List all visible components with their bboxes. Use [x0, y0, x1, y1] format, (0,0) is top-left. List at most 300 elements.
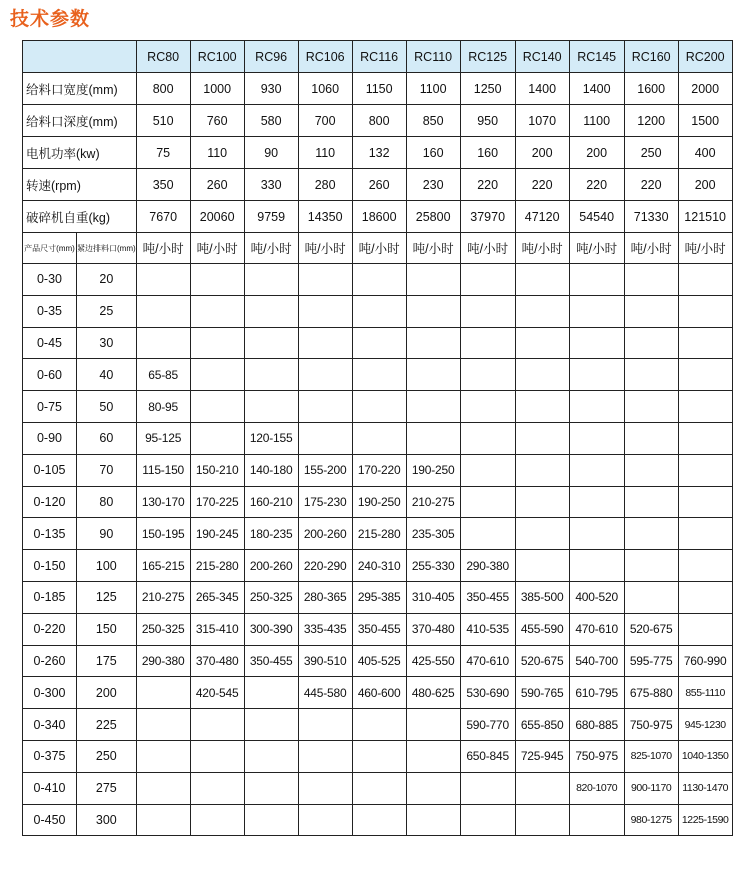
param-value: 7670	[136, 201, 190, 233]
model-header: RC96	[244, 41, 298, 73]
capacity-cell	[136, 709, 190, 741]
capacity-cell: 250-325	[244, 581, 298, 613]
capacity-unit: 吨/小时	[678, 233, 732, 264]
capacity-cell	[569, 422, 624, 454]
param-value: 121510	[678, 201, 732, 233]
capacity-cell: 280-365	[298, 581, 352, 613]
capacity-cell	[406, 264, 460, 296]
discharge-gap: 50	[77, 391, 137, 423]
capacity-cell	[352, 359, 406, 391]
capacity-cell	[515, 359, 569, 391]
capacity-cell: 680-885	[569, 709, 624, 741]
param-value: 1070	[515, 105, 569, 137]
product-size: 0-150	[23, 550, 77, 582]
param-value: 280	[298, 169, 352, 201]
capacity-cell: 480-625	[406, 677, 460, 709]
param-value: 200	[569, 137, 624, 169]
capacity-cell	[406, 295, 460, 327]
param-value: 580	[244, 105, 298, 137]
model-header: RC125	[460, 41, 515, 73]
table-row	[23, 677, 733, 709]
capacity-cell	[624, 359, 678, 391]
capacity-cell	[460, 295, 515, 327]
capacity-cell	[136, 804, 190, 836]
product-size: 0-220	[23, 613, 77, 645]
capacity-cell	[678, 327, 732, 359]
capacity-cell	[569, 804, 624, 836]
model-header: RC116	[352, 41, 406, 73]
param-value: 71330	[624, 201, 678, 233]
capacity-unit: 吨/小时	[352, 233, 406, 264]
capacity-cell	[244, 327, 298, 359]
param-value: 200	[678, 169, 732, 201]
discharge-gap: 100	[77, 550, 137, 582]
capacity-cell	[190, 422, 244, 454]
capacity-cell	[678, 454, 732, 486]
discharge-gap: 125	[77, 581, 137, 613]
param-value: 220	[624, 169, 678, 201]
capacity-cell: 120-155	[244, 422, 298, 454]
capacity-cell	[136, 327, 190, 359]
capacity-cell	[352, 740, 406, 772]
capacity-cell: 215-280	[352, 518, 406, 550]
param-value: 760	[190, 105, 244, 137]
table-row	[23, 613, 733, 645]
table-row	[23, 518, 733, 550]
capacity-cell	[190, 391, 244, 423]
table-row	[23, 804, 733, 836]
capacity-cell	[515, 264, 569, 296]
table-row	[23, 709, 733, 741]
capacity-cell	[136, 295, 190, 327]
model-header: RC200	[678, 41, 732, 73]
param-value: 1000	[190, 73, 244, 105]
capacity-cell	[624, 486, 678, 518]
capacity-cell: 140-180	[244, 454, 298, 486]
capacity-cell: 190-250	[406, 454, 460, 486]
capacity-cell: 315-410	[190, 613, 244, 645]
capacity-cell: 425-550	[406, 645, 460, 677]
product-size: 0-30	[23, 264, 77, 296]
capacity-cell	[569, 295, 624, 327]
capacity-cell	[515, 550, 569, 582]
capacity-cell: 95-125	[136, 422, 190, 454]
capacity-cell	[298, 804, 352, 836]
capacity-cell: 725-945	[515, 740, 569, 772]
capacity-cell: 1040-1350	[678, 740, 732, 772]
capacity-cell	[136, 740, 190, 772]
capacity-cell: 155-200	[298, 454, 352, 486]
capacity-cell: 420-545	[190, 677, 244, 709]
page-title: 技术参数	[10, 9, 91, 30]
product-size: 0-300	[23, 677, 77, 709]
capacity-cell	[136, 264, 190, 296]
capacity-cell: 190-250	[352, 486, 406, 518]
capacity-cell: 65-85	[136, 359, 190, 391]
discharge-gap: 25	[77, 295, 137, 327]
param-value: 14350	[298, 201, 352, 233]
capacity-cell: 370-480	[406, 613, 460, 645]
capacity-cell: 750-975	[624, 709, 678, 741]
param-value: 1400	[569, 73, 624, 105]
table-row	[23, 422, 733, 454]
capacity-cell: 175-230	[298, 486, 352, 518]
param-value: 1600	[624, 73, 678, 105]
capacity-cell	[406, 359, 460, 391]
capacity-cell	[460, 359, 515, 391]
capacity-cell: 170-225	[190, 486, 244, 518]
param-value: 110	[190, 137, 244, 169]
param-value: 510	[136, 105, 190, 137]
param-row	[23, 73, 733, 105]
capacity-cell	[624, 550, 678, 582]
capacity-cell	[244, 804, 298, 836]
capacity-cell: 200-260	[298, 518, 352, 550]
capacity-cell: 170-220	[352, 454, 406, 486]
capacity-cell	[678, 581, 732, 613]
param-row	[23, 201, 733, 233]
capacity-cell: 295-385	[352, 581, 406, 613]
capacity-cell	[406, 772, 460, 804]
table-row	[23, 359, 733, 391]
capacity-cell	[569, 550, 624, 582]
capacity-cell	[190, 772, 244, 804]
capacity-cell: 1130-1470	[678, 772, 732, 804]
capacity-cell: 220-290	[298, 550, 352, 582]
param-value: 400	[678, 137, 732, 169]
table-row	[23, 264, 733, 296]
capacity-cell	[406, 709, 460, 741]
discharge-gap: 40	[77, 359, 137, 391]
capacity-cell	[624, 391, 678, 423]
capacity-cell: 405-525	[352, 645, 406, 677]
capacity-cell	[460, 772, 515, 804]
param-value: 220	[569, 169, 624, 201]
capacity-cell	[515, 518, 569, 550]
param-value: 850	[406, 105, 460, 137]
capacity-cell: 530-690	[460, 677, 515, 709]
table-row	[23, 391, 733, 423]
capacity-cell: 180-235	[244, 518, 298, 550]
capacity-cell	[298, 264, 352, 296]
discharge-gap-header: 紧边排料口(mm)	[77, 233, 137, 264]
capacity-cell	[352, 804, 406, 836]
param-value: 250	[624, 137, 678, 169]
capacity-cell	[678, 295, 732, 327]
capacity-cell: 215-280	[190, 550, 244, 582]
product-size: 0-375	[23, 740, 77, 772]
param-value: 700	[298, 105, 352, 137]
discharge-gap: 200	[77, 677, 137, 709]
capacity-cell	[624, 422, 678, 454]
capacity-cell: 675-880	[624, 677, 678, 709]
discharge-gap: 80	[77, 486, 137, 518]
param-value: 160	[406, 137, 460, 169]
capacity-cell: 350-455	[352, 613, 406, 645]
capacity-cell	[298, 359, 352, 391]
param-value: 800	[352, 105, 406, 137]
capacity-cell	[298, 391, 352, 423]
param-value: 230	[406, 169, 460, 201]
param-value: 350	[136, 169, 190, 201]
discharge-gap: 175	[77, 645, 137, 677]
capacity-cell: 855-1110	[678, 677, 732, 709]
capacity-cell	[244, 295, 298, 327]
capacity-cell	[569, 391, 624, 423]
capacity-cell: 470-610	[569, 613, 624, 645]
capacity-cell	[352, 295, 406, 327]
capacity-cell	[569, 486, 624, 518]
param-value: 25800	[406, 201, 460, 233]
capacity-cell: 650-845	[460, 740, 515, 772]
capacity-cell: 200-260	[244, 550, 298, 582]
capacity-cell	[352, 709, 406, 741]
capacity-cell	[678, 391, 732, 423]
product-size: 0-105	[23, 454, 77, 486]
param-value: 220	[515, 169, 569, 201]
capacity-cell	[515, 391, 569, 423]
param-label: 给料口深度(mm)	[23, 105, 137, 137]
capacity-cell	[678, 264, 732, 296]
param-value: 260	[352, 169, 406, 201]
param-value: 330	[244, 169, 298, 201]
model-header: RC160	[624, 41, 678, 73]
capacity-unit: 吨/小时	[624, 233, 678, 264]
capacity-cell: 900-1170	[624, 772, 678, 804]
capacity-cell	[678, 550, 732, 582]
table-row	[23, 295, 733, 327]
discharge-gap: 60	[77, 422, 137, 454]
capacity-cell	[515, 327, 569, 359]
capacity-cell: 190-245	[190, 518, 244, 550]
capacity-cell: 210-275	[406, 486, 460, 518]
capacity-cell	[678, 422, 732, 454]
discharge-gap: 20	[77, 264, 137, 296]
capacity-cell	[298, 709, 352, 741]
discharge-gap: 90	[77, 518, 137, 550]
capacity-cell	[460, 391, 515, 423]
capacity-cell	[515, 295, 569, 327]
unit-header-row	[23, 233, 733, 264]
capacity-unit: 吨/小时	[244, 233, 298, 264]
discharge-gap: 225	[77, 709, 137, 741]
capacity-cell	[190, 264, 244, 296]
capacity-cell: 165-215	[136, 550, 190, 582]
capacity-cell: 610-795	[569, 677, 624, 709]
capacity-cell: 240-310	[352, 550, 406, 582]
capacity-cell	[569, 454, 624, 486]
param-value: 18600	[352, 201, 406, 233]
capacity-cell	[298, 327, 352, 359]
product-size: 0-260	[23, 645, 77, 677]
capacity-unit: 吨/小时	[298, 233, 352, 264]
capacity-cell	[244, 677, 298, 709]
capacity-cell: 1225-1590	[678, 804, 732, 836]
table-row	[23, 327, 733, 359]
model-header: RC145	[569, 41, 624, 73]
param-value: 20060	[190, 201, 244, 233]
capacity-cell	[352, 264, 406, 296]
capacity-cell: 265-345	[190, 581, 244, 613]
capacity-cell: 540-700	[569, 645, 624, 677]
capacity-cell	[244, 264, 298, 296]
capacity-cell: 235-305	[406, 518, 460, 550]
capacity-cell: 335-435	[298, 613, 352, 645]
capacity-cell: 130-170	[136, 486, 190, 518]
model-header: RC100	[190, 41, 244, 73]
capacity-unit: 吨/小时	[569, 233, 624, 264]
capacity-cell	[190, 295, 244, 327]
capacity-cell	[624, 295, 678, 327]
param-label: 电机功率(kw)	[23, 137, 137, 169]
capacity-cell	[190, 804, 244, 836]
capacity-cell: 290-380	[136, 645, 190, 677]
capacity-cell	[515, 804, 569, 836]
param-value: 1200	[624, 105, 678, 137]
capacity-cell	[678, 486, 732, 518]
capacity-cell	[298, 772, 352, 804]
capacity-cell	[460, 264, 515, 296]
capacity-cell: 820-1070	[569, 772, 624, 804]
capacity-cell	[190, 359, 244, 391]
capacity-unit: 吨/小时	[406, 233, 460, 264]
capacity-cell	[515, 486, 569, 518]
product-size: 0-340	[23, 709, 77, 741]
capacity-cell	[298, 422, 352, 454]
capacity-cell	[352, 422, 406, 454]
param-value: 2000	[678, 73, 732, 105]
capacity-cell	[624, 581, 678, 613]
capacity-cell: 470-610	[460, 645, 515, 677]
capacity-cell	[569, 264, 624, 296]
capacity-cell	[136, 677, 190, 709]
capacity-cell	[678, 613, 732, 645]
table-row	[23, 550, 733, 582]
param-value: 1060	[298, 73, 352, 105]
discharge-gap: 150	[77, 613, 137, 645]
capacity-cell: 350-455	[244, 645, 298, 677]
capacity-cell	[244, 359, 298, 391]
model-header-row	[23, 41, 733, 73]
capacity-cell	[406, 327, 460, 359]
product-size: 0-410	[23, 772, 77, 804]
capacity-cell	[244, 772, 298, 804]
capacity-cell: 410-535	[460, 613, 515, 645]
param-value: 200	[515, 137, 569, 169]
capacity-cell: 460-600	[352, 677, 406, 709]
discharge-gap: 250	[77, 740, 137, 772]
table-row	[23, 740, 733, 772]
model-header: RC110	[406, 41, 460, 73]
capacity-cell: 445-580	[298, 677, 352, 709]
table-row	[23, 581, 733, 613]
capacity-cell	[515, 454, 569, 486]
capacity-cell: 300-390	[244, 613, 298, 645]
table-row	[23, 772, 733, 804]
capacity-cell	[244, 740, 298, 772]
param-value: 220	[460, 169, 515, 201]
capacity-cell	[406, 740, 460, 772]
capacity-cell: 80-95	[136, 391, 190, 423]
capacity-cell: 760-990	[678, 645, 732, 677]
capacity-cell: 390-510	[298, 645, 352, 677]
capacity-cell	[624, 454, 678, 486]
param-value: 1100	[406, 73, 460, 105]
param-label: 转速(rpm)	[23, 169, 137, 201]
capacity-cell: 370-480	[190, 645, 244, 677]
capacity-cell: 115-150	[136, 454, 190, 486]
capacity-cell	[624, 327, 678, 359]
product-size: 0-185	[23, 581, 77, 613]
capacity-unit: 吨/小时	[515, 233, 569, 264]
capacity-unit: 吨/小时	[460, 233, 515, 264]
param-value: 930	[244, 73, 298, 105]
spec-table	[22, 40, 733, 836]
param-row	[23, 169, 733, 201]
param-value: 1150	[352, 73, 406, 105]
capacity-cell	[624, 264, 678, 296]
capacity-cell: 455-590	[515, 613, 569, 645]
capacity-cell	[515, 772, 569, 804]
capacity-cell: 255-330	[406, 550, 460, 582]
param-value: 1500	[678, 105, 732, 137]
capacity-cell: 250-325	[136, 613, 190, 645]
capacity-cell: 590-765	[515, 677, 569, 709]
product-size: 0-120	[23, 486, 77, 518]
param-value: 90	[244, 137, 298, 169]
capacity-cell: 655-850	[515, 709, 569, 741]
param-value: 37970	[460, 201, 515, 233]
product-size-header: 产品尺寸(mm)	[23, 233, 77, 264]
capacity-cell	[244, 391, 298, 423]
discharge-gap: 30	[77, 327, 137, 359]
capacity-cell	[406, 391, 460, 423]
capacity-cell	[460, 454, 515, 486]
capacity-cell	[352, 772, 406, 804]
param-value: 47120	[515, 201, 569, 233]
capacity-cell: 290-380	[460, 550, 515, 582]
model-header: RC140	[515, 41, 569, 73]
param-value: 132	[352, 137, 406, 169]
discharge-gap: 300	[77, 804, 137, 836]
product-size: 0-135	[23, 518, 77, 550]
capacity-cell: 385-500	[515, 581, 569, 613]
capacity-cell	[190, 709, 244, 741]
model-header: RC80	[136, 41, 190, 73]
capacity-cell	[569, 518, 624, 550]
param-row	[23, 137, 733, 169]
capacity-cell	[460, 422, 515, 454]
table-row	[23, 645, 733, 677]
product-size: 0-35	[23, 295, 77, 327]
capacity-cell: 210-275	[136, 581, 190, 613]
capacity-cell	[624, 518, 678, 550]
param-value: 160	[460, 137, 515, 169]
table-row	[23, 454, 733, 486]
param-value: 260	[190, 169, 244, 201]
capacity-cell: 595-775	[624, 645, 678, 677]
capacity-unit: 吨/小时	[136, 233, 190, 264]
capacity-cell: 310-405	[406, 581, 460, 613]
capacity-cell	[460, 804, 515, 836]
param-row	[23, 105, 733, 137]
capacity-cell	[678, 518, 732, 550]
capacity-cell	[244, 709, 298, 741]
model-header: RC106	[298, 41, 352, 73]
capacity-cell	[298, 740, 352, 772]
capacity-cell: 520-675	[515, 645, 569, 677]
capacity-cell	[190, 740, 244, 772]
